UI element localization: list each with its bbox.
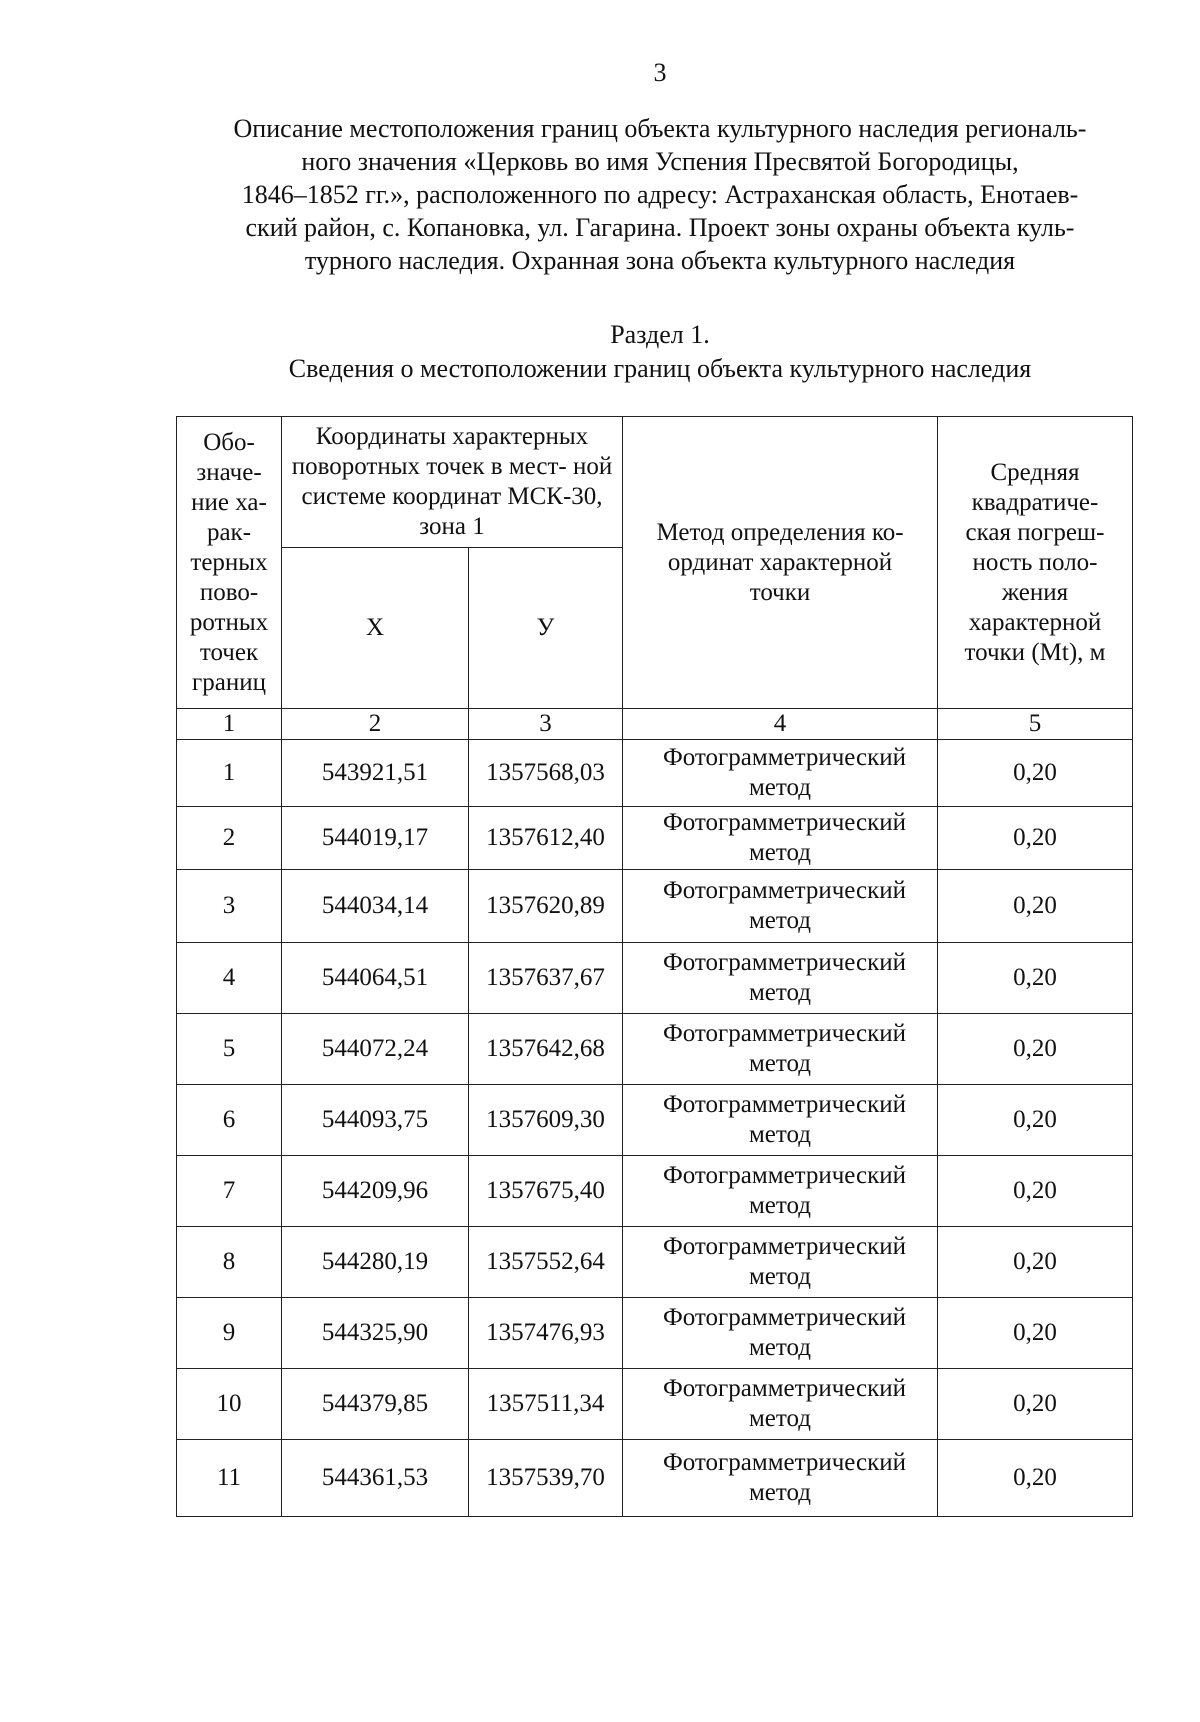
x-coordinate-cell: 544019,17	[282, 807, 469, 870]
method-cell: Фотограмметрический метод	[623, 1085, 938, 1156]
heading-line: ский район, с. Копановка, ул. Гагарина. Проект зоны охраны объекта куль-	[245, 213, 1075, 242]
point-cell: 3	[177, 870, 282, 943]
error-cell: 0,20	[938, 740, 1133, 807]
column-number: 5	[938, 709, 1133, 740]
y-coordinate-cell: 1357539,70	[469, 1440, 623, 1517]
y-coordinate-cell: 1357612,40	[469, 807, 623, 870]
column-number: 4	[623, 709, 938, 740]
document-heading	[180, 112, 1140, 277]
table-row	[177, 740, 1133, 807]
method-cell: Фотограмметрический метод	[623, 740, 938, 807]
y-coordinate-cell: 1357620,89	[469, 870, 623, 943]
point-cell: 8	[177, 1227, 282, 1298]
column-number: 2	[282, 709, 469, 740]
method-cell: Фотограмметрический метод	[623, 1014, 938, 1085]
heading-line: ного значения «Церковь во имя Успения Пресвятой Богородицы,	[301, 147, 1019, 176]
table-row	[177, 1440, 1133, 1517]
error-cell: 0,20	[938, 1369, 1133, 1440]
column-numbers-row	[177, 709, 1133, 740]
x-coordinate-cell: 544034,14	[282, 870, 469, 943]
y-coordinate-cell: 1357511,34	[469, 1369, 623, 1440]
section-subtitle: Сведения о местоположении границ объекта культурного наследия	[288, 354, 1032, 383]
point-cell: 5	[177, 1014, 282, 1085]
method-cell: Фотограмметрический метод	[623, 1298, 938, 1369]
table-header-row	[177, 417, 1133, 548]
error-cell: 0,20	[938, 1014, 1133, 1085]
table-row	[177, 1085, 1133, 1156]
point-cell: 6	[177, 1085, 282, 1156]
header-coordinates-group: Координаты характерных поворотных точек в мест- ной системе координат МСК-30, зона 1	[282, 417, 623, 548]
table-row	[177, 1298, 1133, 1369]
x-coordinate-cell: 544072,24	[282, 1014, 469, 1085]
y-coordinate-cell: 1357609,30	[469, 1085, 623, 1156]
method-cell: Фотограмметрический метод	[623, 1440, 938, 1517]
method-cell: Фотограмметрический метод	[623, 870, 938, 943]
header-method: Метод определения ко- ординат характерной точки	[623, 417, 938, 709]
section-title: Раздел 1.	[610, 320, 710, 349]
heading-line: 1846–1852 гг.», расположенного по адресу: Астраханская область, Енотаев-	[241, 180, 1079, 209]
x-coordinate-cell: 544280,19	[282, 1227, 469, 1298]
point-cell: 4	[177, 943, 282, 1014]
y-coordinate-cell: 1357568,03	[469, 740, 623, 807]
point-cell: 10	[177, 1369, 282, 1440]
y-coordinate-cell: 1357552,64	[469, 1227, 623, 1298]
error-cell: 0,20	[938, 1085, 1133, 1156]
error-cell: 0,20	[938, 943, 1133, 1014]
header-point-designation: Обо- значе- ние ха- рак- терных пово- ротных точек границ	[177, 417, 282, 709]
table-row	[177, 943, 1133, 1014]
error-cell: 0,20	[938, 870, 1133, 943]
point-cell: 1	[177, 740, 282, 807]
method-cell: Фотограмметрический метод	[623, 943, 938, 1014]
point-cell: 9	[177, 1298, 282, 1369]
x-coordinate-cell: 544325,90	[282, 1298, 469, 1369]
x-coordinate-cell: 543921,51	[282, 740, 469, 807]
table-row	[177, 1369, 1133, 1440]
y-coordinate-cell: 1357675,40	[469, 1156, 623, 1227]
method-cell: Фотограмметрический метод	[623, 1156, 938, 1227]
y-coordinate-cell: 1357637,67	[469, 943, 623, 1014]
header-error: Средняя квадратиче- ская погреш- ность поло- жения характерной точки (Mt), м	[938, 417, 1133, 709]
table-row	[177, 1156, 1133, 1227]
method-cell: Фотограмметрический метод	[623, 1227, 938, 1298]
method-cell: Фотограмметрический метод	[623, 1369, 938, 1440]
error-cell: 0,20	[938, 1156, 1133, 1227]
method-cell: Фотограмметрический метод	[623, 807, 938, 870]
point-cell: 2	[177, 807, 282, 870]
heading-line: турного наследия. Охранная зона объекта культурного наследия	[304, 246, 1016, 275]
point-cell: 11	[177, 1440, 282, 1517]
table-row	[177, 1227, 1133, 1298]
x-coordinate-cell: 544379,85	[282, 1369, 469, 1440]
header-y: У	[469, 548, 623, 709]
table-row	[177, 1014, 1133, 1085]
y-coordinate-cell: 1357476,93	[469, 1298, 623, 1369]
error-cell: 0,20	[938, 1298, 1133, 1369]
table-row	[177, 807, 1133, 870]
header-x: Х	[282, 548, 469, 709]
coordinates-table	[176, 416, 1133, 1517]
x-coordinate-cell: 544209,96	[282, 1156, 469, 1227]
column-number: 3	[469, 709, 623, 740]
heading-line: Описание местоположения границ объекта культурного наследия региональ-	[233, 114, 1087, 143]
y-coordinate-cell: 1357642,68	[469, 1014, 623, 1085]
x-coordinate-cell: 544361,53	[282, 1440, 469, 1517]
column-number: 1	[177, 709, 282, 740]
error-cell: 0,20	[938, 1440, 1133, 1517]
point-cell: 7	[177, 1156, 282, 1227]
error-cell: 0,20	[938, 1227, 1133, 1298]
table-row	[177, 870, 1133, 943]
error-cell: 0,20	[938, 807, 1133, 870]
x-coordinate-cell: 544064,51	[282, 943, 469, 1014]
x-coordinate-cell: 544093,75	[282, 1085, 469, 1156]
page-number: 3	[653, 58, 667, 87]
